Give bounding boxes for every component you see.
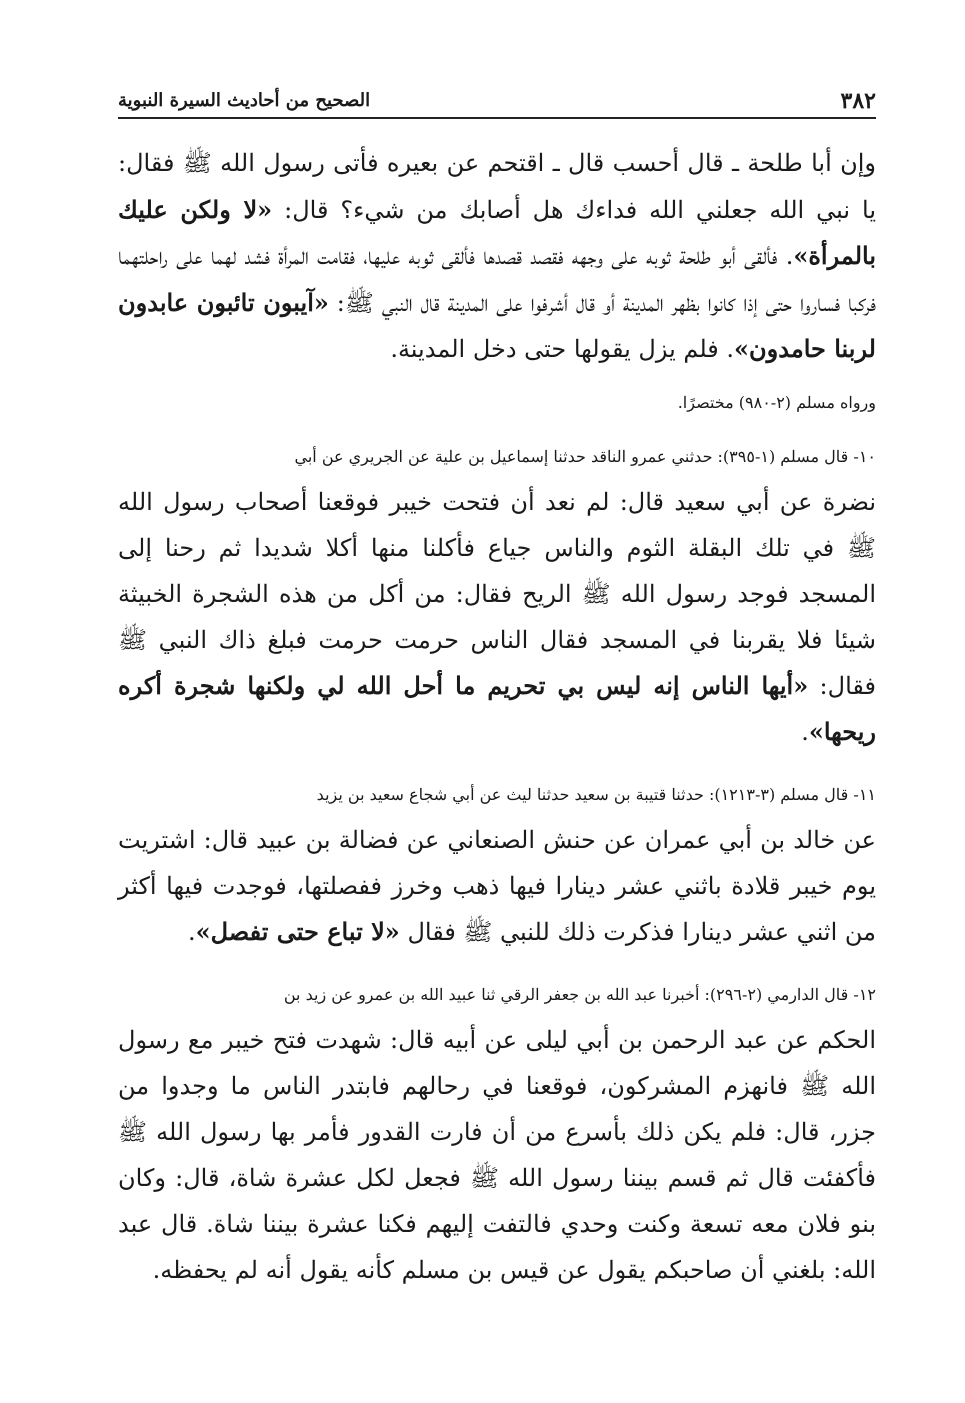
opening-text-3: . فلم يزل يقولها حتى دخل المدينة. [390, 335, 735, 363]
hadith-11-isnad-text: قال مسلم (٣-١٢١٣): حدثنا قتيبة بن سعيد حدثنا ليث عن أبي شجاع سعيد بن يزيد [316, 784, 849, 804]
hadith-11-isnad [118, 781, 876, 809]
hadith-10-text [118, 479, 876, 755]
hadith-11-text [118, 817, 876, 955]
hadith-11-quote: «لا تباع حتى تفصل» [195, 916, 400, 946]
hadith-12-isnad [118, 981, 876, 1009]
page-number: ٣٨٢ [840, 88, 876, 114]
hadith-10-end: . [801, 717, 809, 746]
hadith-12-text [118, 1017, 876, 1293]
hadith-12-body: الحكم عن عبد الرحمن بن أبي ليلى عن أبيه قال: شهدت فتح خيبر مع رسول الله ﷺ فانهزم المشركون، فوقعنا في رحالهم فابتدر الناس ما وجدوا من جزر، قال: فلم يكن ذلك بأسرع من أن فارت القدور فأمر بها رسول الله ﷺ فأكفئت قال ثم قسم بيننا رسول الله ﷺ فجعل لكل عشرة شاة، قال: وكان بنو فلان معه تسعة وكنت وحدي فالتفت إليهم فكنا عشرة بيننا شاة. قال عبد الله: بلغني أن صاحبكم يقول عن قيس بن مسلم كأنه يقول أنه لم يحفظه. [118, 1025, 876, 1284]
hadith-12-isnad-text: قال الدارمي (٢-٢٩٦): أخبرنا عبد الله بن جعفر الرقي ثنا عبيد الله بن عمرو عن زيد بن [283, 984, 849, 1004]
opening-paragraph [118, 140, 876, 373]
hadith-11-end: . [187, 917, 196, 946]
hadith-10-body: نضرة عن أبي سعيد قال: لم نعد أن فتحت خيبر فوقعنا أصحاب رسول الله ﷺ في تلك البقلة الثوم والناس جياع فأكلنا منها أكلا شديدا ثم رحنا إلى المسجد فوجد رسول الله ﷺ الريح فقال: من أكل من هذه الشجرة الخبيثة شيئا فلا يقربنا في المسجد فقال الناس حرمت حرمت فبلغ ذاك النبي ﷺ فقال: [118, 487, 876, 700]
hadith-10-number: ١٠- [853, 446, 876, 466]
hadith-11-body: عن خالد بن أبي عمران عن حنش الصنعاني عن فضالة بن عبيد قال: اشتريت يوم خيبر قلادة باثني عشر دينارا فيها ذهب وخرز ففصلتها، فوجدت فيها أكثر من اثني عشر دينارا فذكرت ذلك للنبي ﷺ فقال [118, 825, 876, 946]
opening-text-1: وإن أبا طلحة ـ قال أحسب قال ـ اقتحم عن بعيره فأتى رسول الله ﷺ فقال: يا نبي الله جعلني الله فداءك هل أصابك من شيء؟ قال: [118, 149, 876, 224]
hadith-10-quote: «أيها الناس إنه ليس بي تحريم ما أحل الله لي ولكنها شجرة أكره ريحها» [118, 670, 876, 746]
opening-quote-1: «لا ولكن عليك بالمرأة» [118, 194, 876, 270]
header-rule [118, 117, 876, 119]
hadith-11-number: ١١- [853, 784, 876, 804]
hadith-10-isnad-text: قال مسلم (١-٣٩٥): حدثني عمرو الناقد حدثنا إسماعيل بن علية عن الجريري عن أبي [294, 446, 849, 466]
running-title: الصحيح من أحاديث السيرة النبوية [118, 90, 371, 111]
opening-text-2: . فألقى أبو طلحة ثوبه على وجهه فقصد قصدها فألقى ثوبه عليها، فقامت المرأة فشد لهما على راحلتهما فركبا فساروا حتى إذا كانوا بظهر المدينة أو قال أشرفوا على المدينة قال النبي ﷺ: [118, 242, 876, 317]
source-note: ورواه مسلم (٢-٩٨٠) مختصرًا. [677, 392, 876, 412]
hadith-12-number: ١٢- [853, 984, 876, 1004]
opening-quote-2: «آيبون تائبون عابدون لربنا حامدون» [118, 287, 876, 363]
page-header [118, 86, 876, 126]
page-content [118, 140, 876, 1293]
book-page [118, 0, 876, 1403]
hadith-10-isnad [118, 443, 876, 471]
